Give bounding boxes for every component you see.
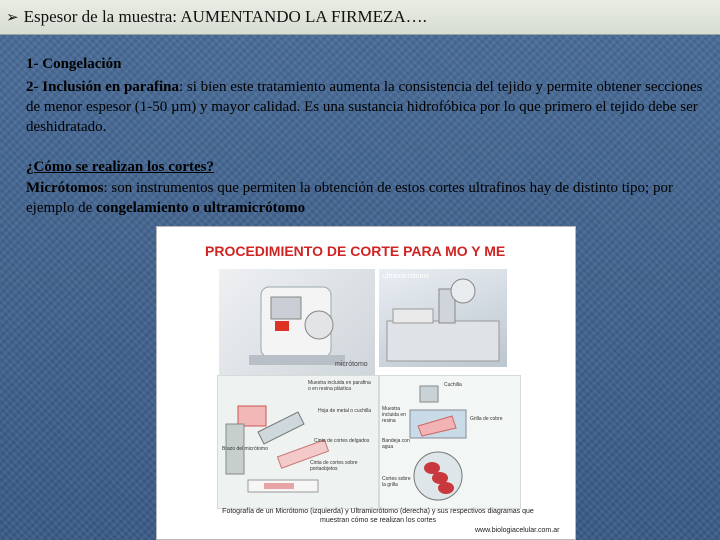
item-2-text: : si bien este tratamiento aumenta la consistencia del tejido y permite obtener secciones de menor espesor (1-50 µm) y mayor calidad. Es una sustancia hidrofóbica por lo que primero el tejido debe ser deshidratado. <box>26 79 703 135</box>
procedure-figure <box>156 226 576 540</box>
right-label-4: Cortes sobre la grilla <box>382 476 411 488</box>
ultramicrotome-diagram <box>379 375 521 509</box>
slide-title-text: Espesor de la muestra: AUMENTANDO LA FIRMEZA…. <box>23 7 427 26</box>
microtomos-bold: Micrótomos <box>26 180 104 196</box>
right-label-0: Cuchilla <box>444 382 462 388</box>
right-label-3: Grilla de cobre <box>470 416 503 422</box>
right-label-2: Bandeja con agua <box>382 438 410 450</box>
right-label-1: Muestra incluida en resina <box>382 406 406 424</box>
microtome-diagram <box>217 375 379 509</box>
left-label-0: Muestra incluida en parafina o en resina plástica <box>308 380 371 392</box>
item-1 <box>26 54 710 74</box>
microtomos-bold-2: congelamiento o ultramicrótomo <box>95 200 306 216</box>
label-ultramicrotomo: ultramicrótomo <box>383 273 430 280</box>
figure-caption: Fotografía de un Micrótomo (izquierda) y Ultramicrótomo (derecha) y sus respectivos diagramas que muestran cómo se realizan los cortes <box>222 508 534 524</box>
slide-title-bar <box>0 0 720 35</box>
left-label-4: Cinta de cortes sobre portaobjetos <box>310 460 358 472</box>
item-2-prefix: 2- <box>26 79 43 95</box>
left-label-2: Brazo del micrótomo <box>222 446 268 452</box>
label-microtomo: micrótomo <box>335 361 368 368</box>
figure-title: PROCEDIMIENTO DE CORTE PARA MO Y ME <box>205 243 506 259</box>
arrow-bullet-icon: ➢ <box>6 8 19 26</box>
item-2-bold: Inclusión en parafina <box>42 79 179 95</box>
microtome-photo <box>219 269 375 377</box>
item-2 <box>26 77 710 137</box>
ultramicrotome-illustration <box>379 269 507 367</box>
slide-title <box>6 7 427 27</box>
question <box>26 157 710 177</box>
left-label-3: Cinta de cortes delgados <box>314 438 370 444</box>
microtomos-paragraph <box>26 178 710 218</box>
figure-source-url: www.biologiacelular.com.ar <box>475 527 560 534</box>
question-text: ¿Cómo se realizan los cortes? <box>26 159 215 175</box>
ultramicrotome-photo <box>379 269 507 367</box>
item-1-text: 1- Congelación <box>26 56 122 72</box>
left-label-1: Hoja de metal o cuchilla <box>318 408 372 414</box>
microtomos-text: : son instrumentos que permiten la obtención de estos cortes ultrafinos hay de distinto tipo; por ejemplo de <box>26 180 673 216</box>
